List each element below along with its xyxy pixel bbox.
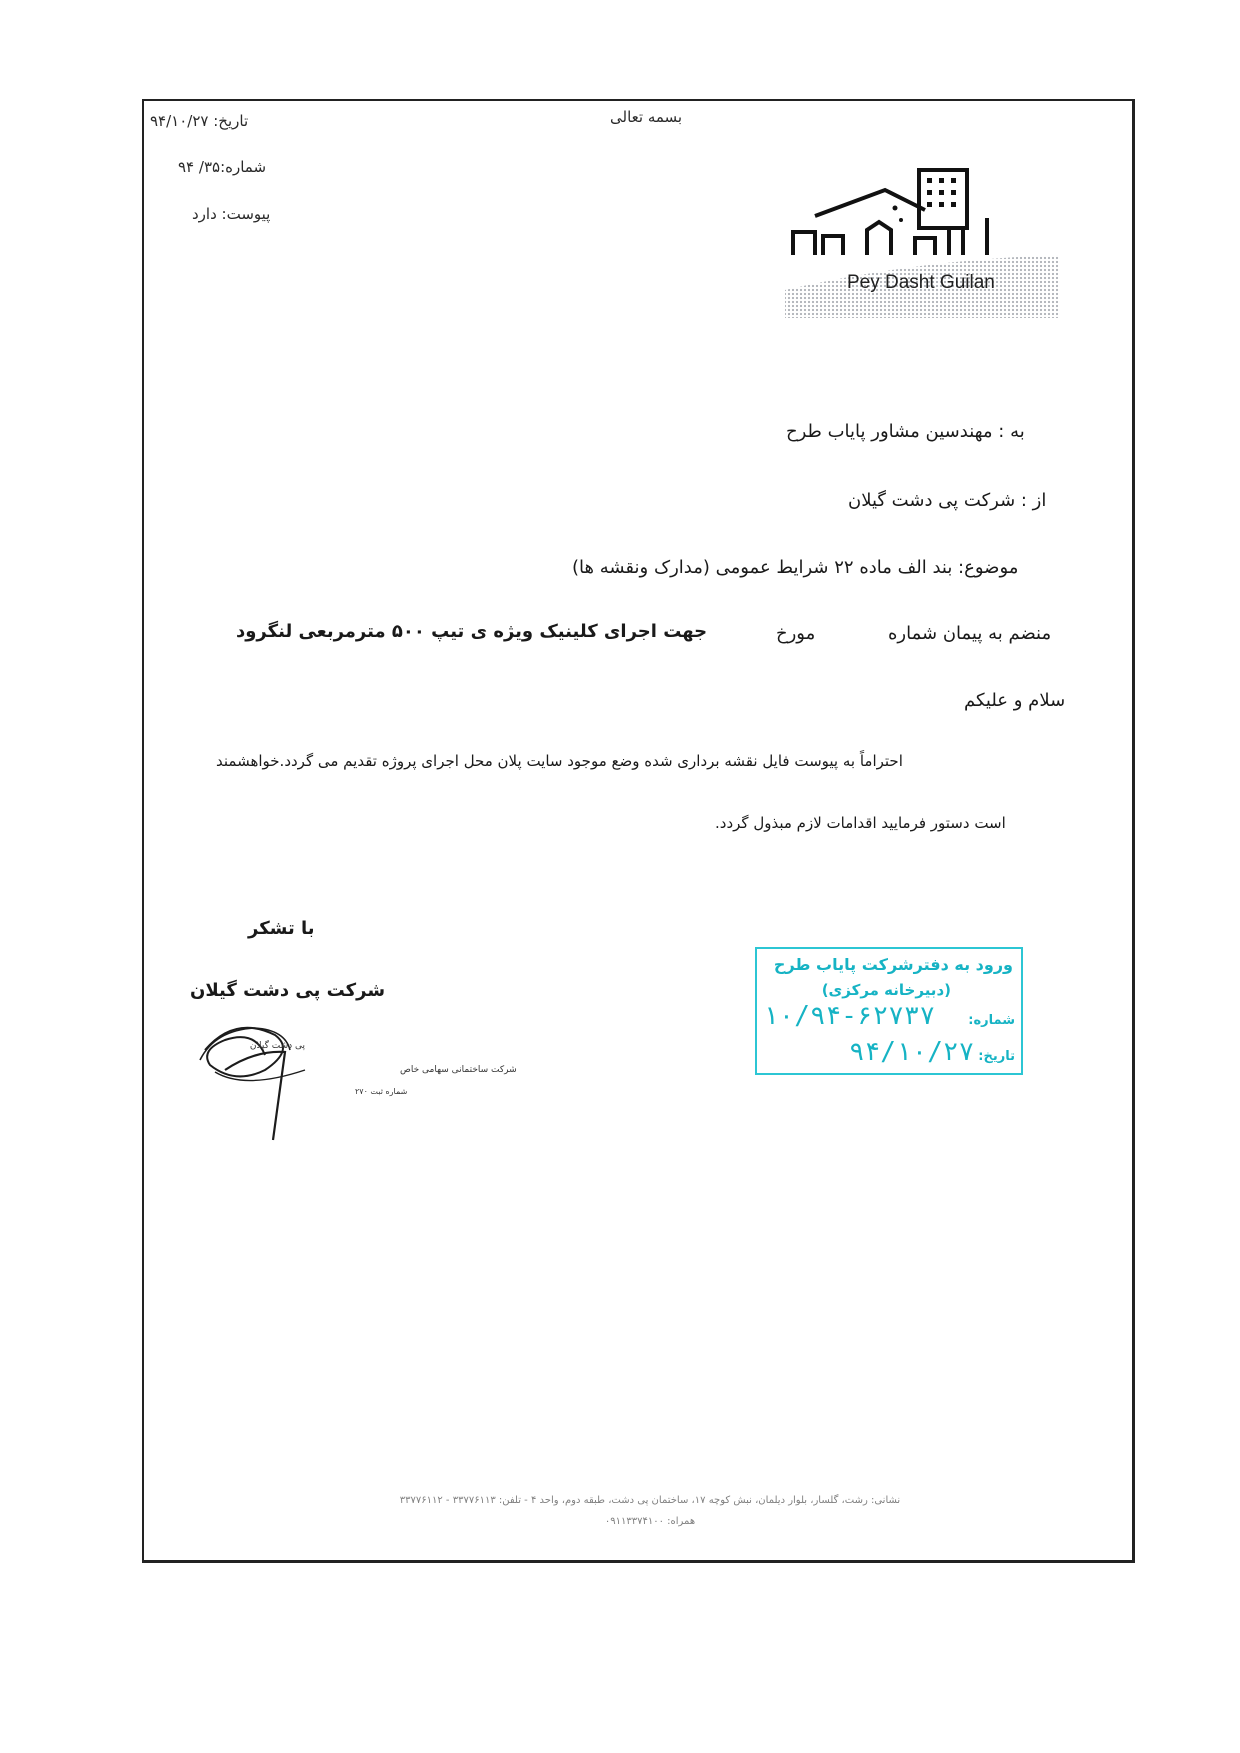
- sender-line: از : شرکت پی دشت گیلان: [848, 490, 1047, 511]
- letter-date: تاریخ: ۹۴/۱۰/۲۷: [150, 112, 249, 130]
- greeting-text: سلام و علیکم: [964, 690, 1066, 711]
- seal-text-1: پی دشت گیلان: [249, 1041, 305, 1051]
- signature-company: شرکت پی دشت گیلان: [190, 980, 386, 1001]
- stamp-number-value: ۱۰/۹۴-۶۲۷۳۷: [763, 1001, 936, 1031]
- seal-text-2: شرکت ساختمانی سهامی خاص: [400, 1065, 517, 1075]
- stamp-number-label: شماره:: [968, 1013, 1015, 1028]
- stamp-subtitle: (دبیرخانه مرکزی): [821, 981, 951, 999]
- letter-attachment: پیوست: دارد: [192, 205, 271, 223]
- letter-number: شماره:۳۵/ ۹۴: [178, 158, 267, 176]
- logo-text: Pey Dasht Guilan: [847, 272, 995, 293]
- stamp-date-value: ۹۴/۱۰/۲۷: [849, 1037, 975, 1067]
- footer-address: [360, 1495, 940, 1527]
- paragraph-line-2: است دستور فرمایید اقدامات لازم مبذول گردد.: [715, 814, 1006, 832]
- contract-date-label: مورخ: [776, 623, 816, 644]
- subject-line: موضوع: بند الف ماده ۲۲ شرایط عمومی (مدارک ونقشه ها): [572, 557, 1019, 578]
- footer-line-2: همراه: ۰۹۱۱۳۳۷۴۱۰۰: [604, 1516, 696, 1527]
- contract-project: جهت اجرای کلینیک ویژه ی تیپ ۵۰۰ مترمربعی لنگرود: [236, 621, 708, 642]
- recipient-line: به : مهندسین مشاور پایاب طرح: [786, 421, 1025, 442]
- company-seal-signature: [195, 1010, 517, 1140]
- footer-line-1: نشانی: رشت، گلسار، بلوار دیلمان، نبش کوچه ۱۷، ساختمان پی دشت، طبقه دوم، واحد ۴ - تلفن: ۳۳۷۷۶۱۱۳ - ۳۳۷۷۶۱۱۲: [399, 1495, 901, 1506]
- seal-text-3: شماره ثبت ۲۷۰: [355, 1087, 408, 1096]
- bismillah-text: بسمه تعالی: [610, 108, 683, 126]
- paragraph-line-1: احتراماً به پیوست فایل نقشه برداری شده وضع موجود سایت پلان محل اجرای پروژه تقدیم می گردد.خواهشمند: [216, 752, 903, 770]
- stamp-date-label: تاریخ:: [978, 1049, 1015, 1064]
- thanks-text: با تشکر: [248, 918, 315, 939]
- building-logo-icon: [775, 160, 1065, 320]
- contract-number-label: منضم به پیمان شماره: [888, 623, 1052, 644]
- stamp-title: ورود به دفترشرکت پایاب طرح: [773, 955, 1013, 974]
- registry-stamp: [755, 947, 1023, 1075]
